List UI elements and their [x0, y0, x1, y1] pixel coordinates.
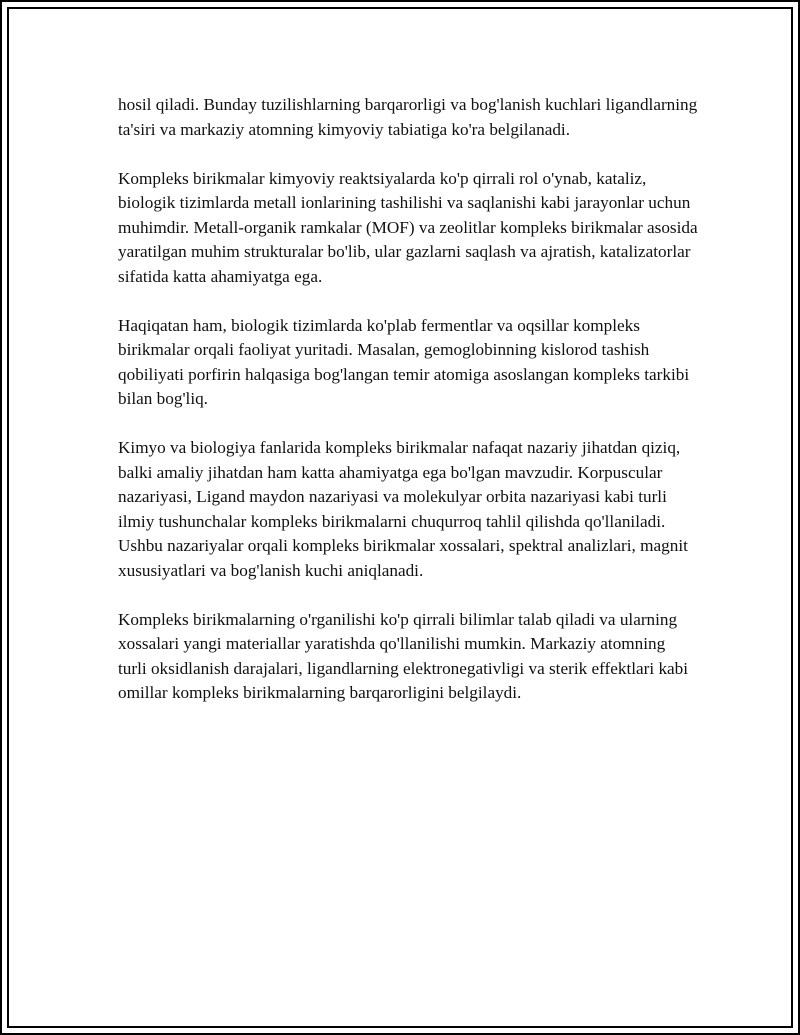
- paragraph-4: Kimyo va biologiya fanlarida kompleks birikmalar nafaqat nazariy jihatdan qiziq, balki amaliy jihatdan ham katta ahamiyatga ega bo'lgan mavzudir. Korpuscular nazariyasi, Ligand maydon nazariyasi va molekulyar orbita nazariyasi kabi turli ilmiy tushunchalar kompleks birikmalarni chuqurroq tahlil qilishda qo'llaniladi. Ushbu nazariyalar orqali kompleks birikmalar xossalari, spektral analizlari, magnit xususiyatlari va bog'lanish kuchi aniqlanadi.: [118, 438, 688, 580]
- paragraph-5: Kompleks birikmalarning o'rganilishi ko'p qirrali bilimlar talab qiladi va ularning xossalari yangi materiallar yaratishda qo'llanilishi mumkin. Markaziy atomning turli oksidlanish darajalari, ligandlarning elektronegativligi va sterik effektlari kabi omillar kompleks birikmalarning barqarorligini belgilaydi.: [118, 609, 689, 702]
- paragraph-3: Haqiqatan ham, biologik tizimlarda ko'plab fermentlar va oqsillar kompleks birikmalar orqali faoliyat yuritadi. Masalan, gemoglobinning kislorod tashish qobiliyati porfirin halqasiga bog'langan temir atomiga asoslangan kompleks tarkibi bilan bog'liq.: [118, 315, 690, 408]
- document-body: [118, 93, 698, 730]
- paragraph-2: Kompleks birikmalar kimyoviy reaktsiyalarda ko'p qirrali rol o'ynab, kataliz, biologik tizimlarda metall ionlarining tashilishi va saqlanishi kabi jarayonlar uchun muhimdir. Metall-organik ramkalar (MOF) va zeolitlar kompleks birikmalar asosida yaratilgan muhim strukturalar bo'lib, ular gazlarni saqlash va ajratish, katalizatorlar sifatida katta ahamiyatga ega.: [118, 168, 698, 286]
- paragraph-1: hosil qiladi. Bunday tuzilishlarning barqarorligi va bog'lanish kuchlari ligandlarning ta'siri va markaziy atomning kimyoviy tabiatiga ko'ra belgilanadi.: [118, 95, 698, 139]
